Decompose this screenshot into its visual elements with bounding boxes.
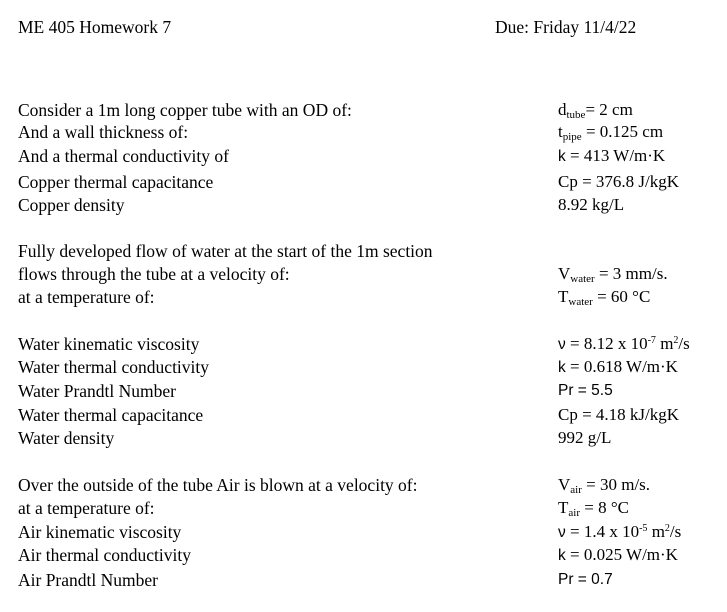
pipe-thickness-value: $t_{pipe} = 0.125$ cm — [558, 122, 664, 143]
tube-od-value: $d_{tube}= 2$ cm — [558, 100, 633, 121]
water-capacitance-label: Water thermal capacitance — [18, 405, 204, 425]
copper-capacitance-label: Copper thermal capacitance — [18, 172, 214, 192]
tube-conductivity-label: And a thermal conductivity of — [18, 146, 229, 166]
air-velocity-label: Over the outside of the tube Air is blown at a velocity of: — [18, 475, 418, 495]
air-temperature-value: $T_{air} = 8$ °C — [558, 498, 629, 519]
water-conductivity-label: Water thermal conductivity — [18, 357, 210, 377]
copper-conductivity-value: k = 413 W/m·K — [558, 146, 666, 165]
air-prandtl-label: Air Prandtl Number — [18, 570, 158, 590]
copper-density-value: 8.92 kg/L — [558, 195, 625, 214]
water-prandtl-label: Water Prandtl Number — [18, 381, 176, 401]
air-velocity-value: $V_{air} = 30$ m/s. — [558, 475, 651, 496]
air-temperature-label: at a temperature of: — [18, 498, 155, 518]
air-conductivity-value: k = 0.025 W/m·K — [558, 545, 678, 564]
air-prandtl-value: Pr = 0.7 — [558, 571, 613, 588]
copper-density-label: Copper density — [18, 195, 125, 215]
water-viscosity-label: Water kinematic viscosity — [18, 334, 200, 354]
air-conductivity-label: Air thermal conductivity — [18, 545, 192, 565]
water-temperature-value: $T_{water} = 60$ °C — [558, 287, 651, 308]
water-velocity-label: flows through the tube at a velocity of: — [18, 264, 290, 284]
air-viscosity-label: Air kinematic viscosity — [18, 522, 182, 542]
water-density-label: Water density — [18, 428, 115, 448]
tube-od-label: Consider a 1m long copper tube with an OD of: — [18, 100, 352, 120]
water-velocity-value: $V_{water} = 3$ mm/s. — [558, 264, 668, 285]
water-viscosity-value: ν = 8.12 x $10^{-7}$ $m^2/s$ — [558, 334, 690, 353]
air-viscosity-value: ν = 1.4 x $10^{-5}$ $m^2/s$ — [558, 522, 682, 541]
water-temperature-label: at a temperature of: — [18, 287, 155, 307]
water-density-value: 992 g/L — [558, 428, 612, 447]
tube-thickness-label: And a wall thickness of: — [18, 122, 189, 142]
water-cp-value: Cp = 4.18 kJ/kgK — [558, 405, 680, 424]
water-conductivity-value: k = 0.618 W/m·K — [558, 357, 678, 376]
course-title: ME 405 Homework 7 — [18, 17, 172, 37]
water-flow-intro: Fully developed flow of water at the start of the 1m section — [18, 241, 433, 261]
water-prandtl-value: Pr = 5.5 — [558, 382, 613, 399]
copper-cp-value: Cp = 376.8 J/kgK — [558, 172, 680, 191]
due-date: Due: Friday 11/4/22 — [495, 17, 637, 37]
